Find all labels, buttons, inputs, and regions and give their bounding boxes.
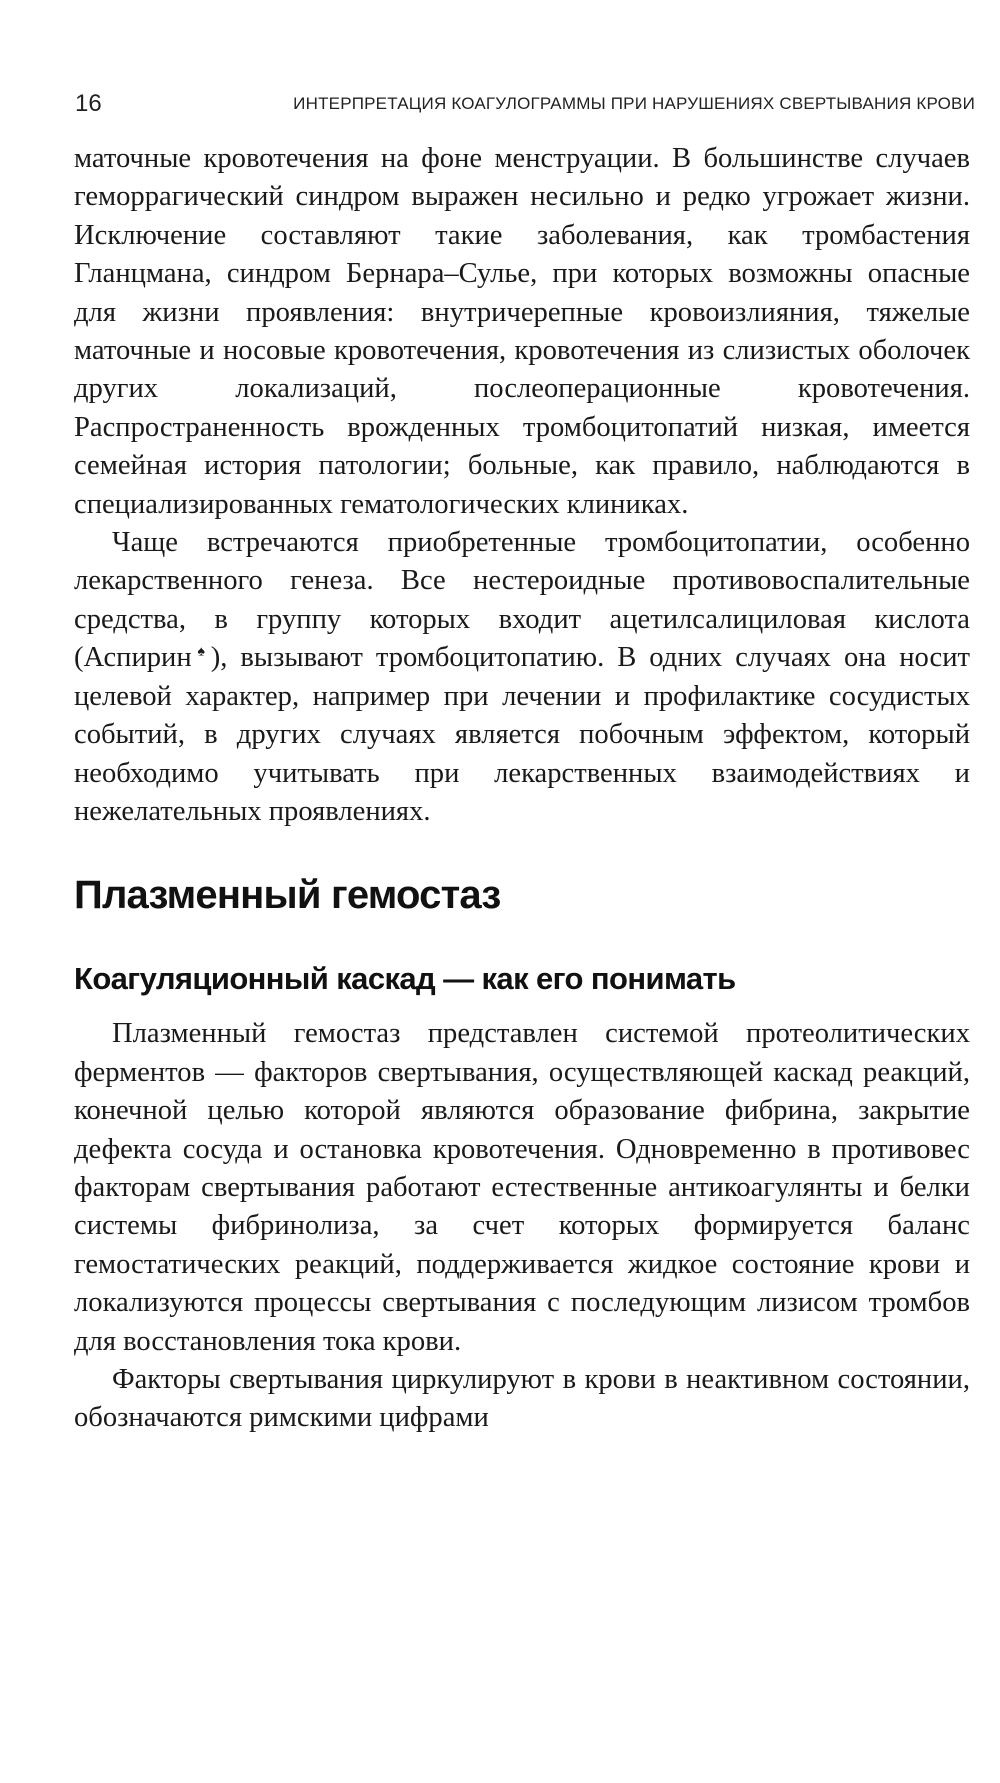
- paragraph-continued: маточные кровотечения на фоне менструации. В большинстве случаев геморрагический синдром выражен несильно и редко угрожает жизни. Исключение составляют такие заболевания, как тромбастения Гланцмана, синдром Бернара–Сулье, при которых возможны опасные для жизни проявления: внутричерепные кровоизлияния, тяжелые маточные и носовые кровотечения, кровотечения из слизистых оболочек других локализаций, послеоперационные кровотечения. Распространенность врожденных тромбоцитопатий низкая, имеется семейная история патологии; больные, как правило, наблюдаются в специализированных гематологических клиниках.: [74, 143, 970, 520]
- paragraph-drug-thrombocytopathy: [74, 524, 970, 831]
- registered-drug-mark: ♠: [191, 644, 211, 660]
- section-heading: Плазменный гемостаз: [74, 873, 501, 918]
- page-content: [74, 140, 970, 1438]
- page-header: [75, 86, 975, 122]
- paragraph-coagulation-factors: Факторы свертывания циркулируют в крови в неактивном состоянии, обозначаются римскими цифрами: [74, 1363, 970, 1434]
- paragraph-plasma-hemostasis: Плазменный гемостаз представлен системой протеолитических ферментов — факторов свертывания, осуществляющей каскад реакций, конечной целью которой являются образование фибрина, закрытие дефекта сосуда и остановка кровотечения. Одновременно в противовес факторам свертывания работают естественные антикоагулянты и белки системы фибринолиза, за счет которых формируется баланс гемостатических реакций, поддерживается жидкое состояние крови и локализуются процессы свертывания с последующим лизисом тромбов для восстановления тока крови.: [74, 1018, 970, 1357]
- running-title: ИНТЕРПРЕТАЦИЯ КОАГУЛОГРАММЫ ПРИ НАРУШЕНИЯХ СВЕРТЫВАНИЯ КРОВИ: [293, 94, 975, 113]
- paragraph-text-part: Чаще встречаются приобретенные тромбоцитопатии, особенно лекарственного генеза. Все нестероидные противовоспалительные средства, в группу которых входит ацетилсалициловая кислота (Аспирин: [74, 527, 970, 674]
- subsection-heading: Коагуляционный каскад — как его понимать: [74, 961, 736, 997]
- page-number: 16: [75, 90, 102, 117]
- paragraph-text-part: ), вызывают тромбоцитопатию. В одних случаях она носит целевой характер, например при лечении и профилактике сосудистых событий, в других случаях является побочным эффектом, который необходимо учитывать при лекарственных взаимодействиях и нежелательных проявлениях.: [74, 642, 970, 827]
